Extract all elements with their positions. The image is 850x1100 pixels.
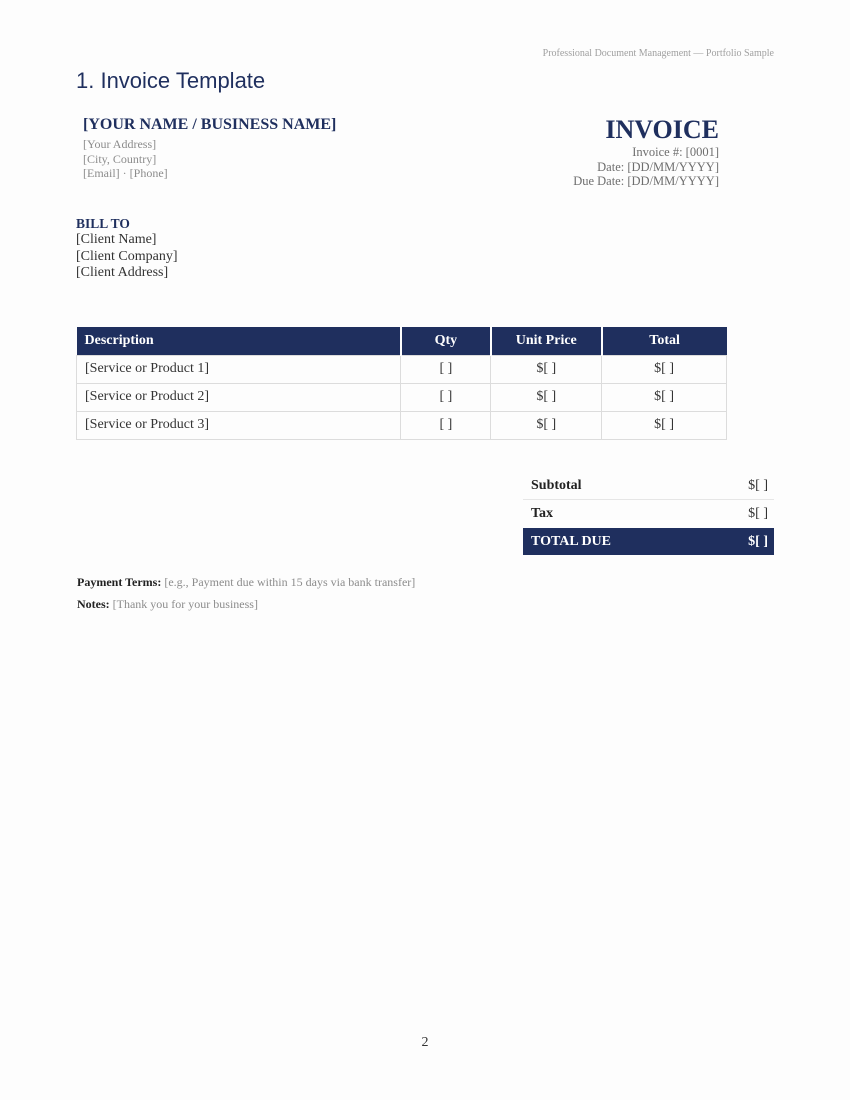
invoice-date: Date: [DD/MM/YYYY]	[597, 159, 719, 174]
page-number: 2	[421, 1035, 429, 1050]
invoice-number: Invoice #: [0001]	[632, 145, 719, 159]
table-row	[77, 383, 727, 411]
invoice-info-block	[573, 115, 719, 189]
line-items-table	[76, 327, 727, 440]
client-name: [Client Name]	[76, 232, 157, 247]
subtotal-value: $[ ]	[748, 477, 768, 493]
cell-description: [Service or Product 3]	[77, 411, 401, 439]
client-address: [Client Address]	[76, 265, 169, 280]
section-heading: 1. Invoice Template	[76, 68, 266, 93]
total-due-row	[523, 528, 774, 555]
cell-qty: [ ]	[401, 383, 491, 411]
header-unit-price: Unit Price	[491, 327, 602, 355]
cell-unit-price: $[ ]	[491, 411, 602, 439]
cell-unit-price: $[ ]	[491, 383, 602, 411]
invoice-title: INVOICE	[605, 115, 719, 144]
running-header: Professional Document Management — Portfolio Sample	[542, 48, 774, 59]
sender-address: [Your Address]	[83, 137, 157, 151]
header-total: Total	[602, 327, 727, 355]
payment-terms-value: [e.g., Payment due within 15 days via bank transfer]	[164, 575, 416, 589]
bill-to-block	[76, 215, 178, 282]
tax-value: $[ ]	[748, 506, 768, 521]
table-row	[77, 411, 727, 439]
tax-row	[523, 500, 774, 528]
total-due-label: TOTAL DUE	[531, 533, 612, 549]
sender-city-country: [City, Country]	[83, 151, 157, 166]
total-due-value: $[ ]	[748, 533, 768, 549]
cell-description: [Service or Product 2]	[77, 383, 401, 411]
cell-total: $[ ]	[602, 355, 727, 383]
notes-value: [Thank you for your business]	[112, 597, 258, 611]
bill-to-label: BILL TO	[76, 216, 130, 231]
sender-name: [YOUR NAME / BUSINESS NAME]	[83, 116, 337, 133]
cell-total: $[ ]	[602, 383, 727, 411]
notes	[77, 597, 258, 612]
subtotal-row	[523, 472, 774, 500]
invoice-due-date: Due Date: [DD/MM/YYYY]	[573, 174, 719, 188]
cell-qty: [ ]	[401, 355, 491, 383]
table-header-row	[77, 327, 727, 355]
notes-label: Notes:	[77, 597, 110, 611]
client-company: [Client Company]	[76, 248, 178, 264]
cell-total: $[ ]	[602, 411, 727, 439]
payment-terms	[77, 575, 415, 590]
totals-block	[523, 472, 774, 555]
sender-contact: [Email] · [Phone]	[83, 166, 168, 180]
sender-block	[83, 116, 336, 181]
tax-label: Tax	[531, 506, 554, 521]
header-description: Description	[77, 327, 401, 355]
cell-unit-price: $[ ]	[491, 355, 602, 383]
payment-terms-label: Payment Terms:	[77, 575, 162, 589]
subtotal-label: Subtotal	[531, 477, 582, 493]
header-qty: Qty	[401, 327, 491, 355]
cell-description: [Service or Product 1]	[77, 355, 401, 383]
cell-qty: [ ]	[401, 411, 491, 439]
table-row	[77, 355, 727, 383]
